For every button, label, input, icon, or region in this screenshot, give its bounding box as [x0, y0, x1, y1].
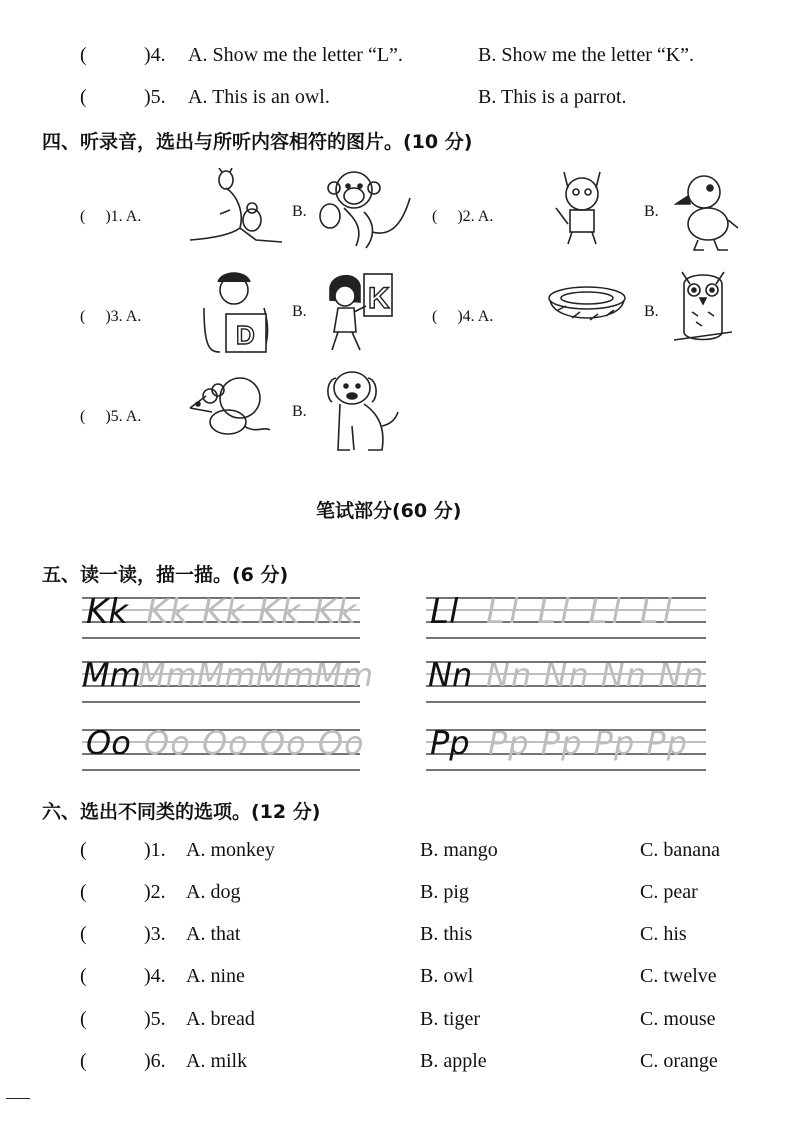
option-a: A. monkey	[186, 839, 275, 861]
model-letters-ll: Ll	[430, 592, 459, 632]
option-b: B. apple	[420, 1050, 487, 1072]
monkey-icon[interactable]	[314, 168, 414, 254]
option-a: A. that	[186, 923, 241, 945]
option-c: C. his	[640, 923, 687, 945]
answer-paren[interactable]: (	[80, 86, 87, 108]
svg-text:K: K	[368, 282, 390, 315]
option-a: A. This is an owl.	[188, 86, 330, 108]
girl-letter-k-icon[interactable]	[320, 270, 398, 354]
question-number: )4.	[144, 965, 166, 987]
page-edge-mark	[6, 1098, 30, 1099]
option-c: C. banana	[640, 839, 720, 861]
written-part-title: 笔试部分(60 分)	[316, 500, 462, 522]
model-letters-oo: Oo	[86, 724, 131, 762]
picture-question-2-b: B.	[644, 203, 659, 220]
trace-letters-mm[interactable]: MmMmMmMm	[138, 656, 374, 694]
answer-paren[interactable]: (	[80, 839, 87, 861]
svg-text:D: D	[236, 320, 255, 350]
section-4-title: 四、听录音，选出与所听内容相符的图片。(10 分)	[42, 131, 473, 153]
question-number: )6.	[144, 1050, 166, 1072]
option-b: B. this	[420, 923, 473, 945]
trace-letters-kk[interactable]: Kk Kk Kk Kk	[146, 592, 358, 632]
section-6-title: 六、选出不同类的选项。(12 分)	[42, 801, 321, 823]
option-b: B. mango	[420, 839, 498, 861]
answer-paren[interactable]: (	[80, 881, 87, 903]
kangaroo-icon[interactable]	[186, 168, 286, 246]
option-c: C. pear	[640, 881, 698, 903]
option-a: A. dog	[186, 881, 241, 903]
question-number: )3.	[144, 923, 166, 945]
answer-paren[interactable]: (	[80, 1050, 87, 1072]
option-a: A. Show me the letter “L”.	[188, 44, 403, 66]
option-a: A. milk	[186, 1050, 248, 1072]
duck-icon[interactable]	[674, 170, 740, 254]
model-letters-kk: Kk	[86, 592, 128, 632]
picture-question-5-b: B.	[292, 403, 307, 420]
picture-question-3-b: B.	[292, 303, 307, 320]
answer-paren[interactable]: (	[80, 1008, 87, 1030]
answer-paren[interactable]: (	[80, 44, 87, 66]
boy-letter-d-icon[interactable]	[200, 268, 276, 354]
question-number: )2.	[144, 881, 166, 903]
nest-icon[interactable]	[546, 284, 628, 336]
cat-icon[interactable]	[552, 168, 612, 248]
answer-paren[interactable]: (	[80, 923, 87, 945]
option-b: B. pig	[420, 881, 469, 903]
question-number: )1.	[144, 839, 166, 861]
option-c: C. twelve	[640, 965, 717, 987]
model-letters-pp: Pp	[430, 724, 470, 762]
question-number: )4.	[144, 44, 166, 66]
option-b: B. tiger	[420, 1008, 480, 1030]
answer-paren[interactable]: (	[80, 965, 87, 987]
option-c: C. orange	[640, 1050, 718, 1072]
section-5-title: 五、读一读，描一描。(6 分)	[42, 564, 289, 586]
mouse-icon[interactable]	[188, 376, 272, 440]
picture-question-1-b: B.	[292, 203, 307, 220]
option-b: B. owl	[420, 965, 474, 987]
option-a: A. bread	[186, 1008, 255, 1030]
option-a: A. nine	[186, 965, 245, 987]
trace-letters-ll[interactable]: Ll Ll Ll Ll	[486, 592, 676, 632]
owl-icon[interactable]	[672, 268, 734, 356]
picture-question-4-label[interactable]: ( )4. A.	[432, 308, 494, 325]
option-b: B. This is a parrot.	[478, 86, 627, 108]
picture-question-2-label[interactable]: ( )2. A.	[432, 208, 494, 225]
picture-question-1-label[interactable]: ( )1. A.	[80, 208, 142, 225]
question-number: )5.	[144, 1008, 166, 1030]
model-letters-mm: Mm	[82, 656, 141, 694]
trace-letters-pp[interactable]: Pp Pp Pp Pp	[488, 724, 688, 762]
model-letters-nn: Nn	[428, 656, 473, 694]
picture-question-4-b: B.	[644, 303, 659, 320]
trace-letters-nn[interactable]: Nn Nn Nn Nn	[486, 656, 705, 694]
option-b: B. Show me the letter “K”.	[478, 44, 695, 66]
option-c: C. mouse	[640, 1008, 716, 1030]
dog-icon[interactable]	[320, 366, 400, 456]
trace-letters-oo[interactable]: Oo Oo Oo Oo	[144, 724, 365, 762]
picture-question-5-label[interactable]: ( )5. A.	[80, 408, 142, 425]
question-number: )5.	[144, 86, 166, 108]
picture-question-3-label[interactable]: ( )3. A.	[80, 308, 142, 325]
